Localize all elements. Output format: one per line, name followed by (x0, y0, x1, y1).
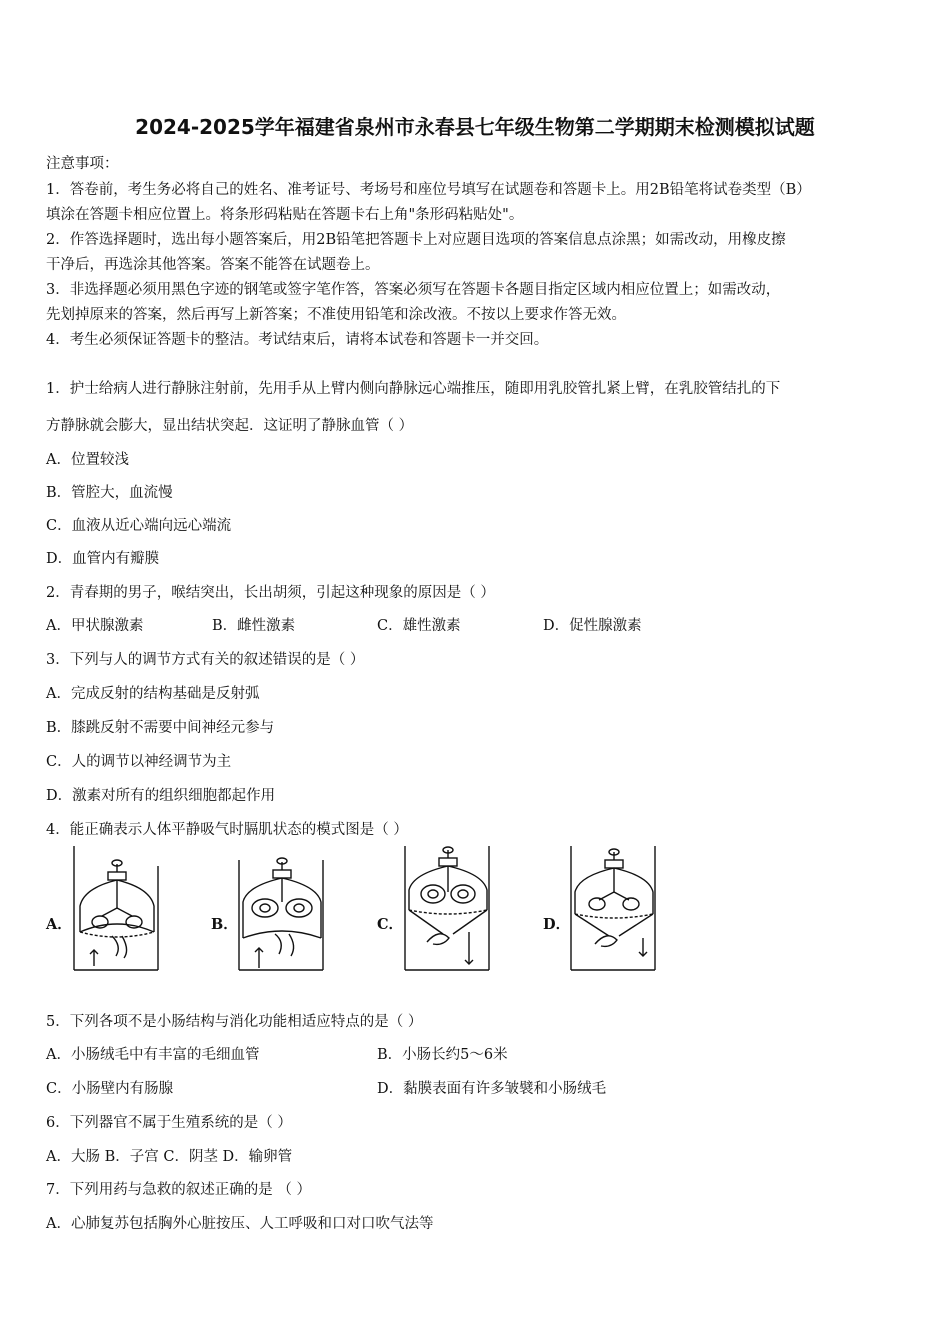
question-6-options: A．大肠 B．子宫 C．阴茎 D．输卵管 (46, 1149, 293, 1165)
notice-line: 3．非选择题必须用黑色字迹的钢笔或签字笔作答，答案必须写在答题卡各题目指定区域内相应位置上；如需改动， (46, 282, 781, 298)
question-6-stem: 6．下列器官不属于生殖系统的是（ ） (46, 1115, 292, 1131)
diaphragm-diagram-c (403, 846, 493, 972)
question-3-option-c: C．人的调节以神经调节为主 (46, 754, 232, 770)
notice-heading: 注意事项： (46, 156, 119, 172)
figure-label-b: B． (211, 916, 238, 933)
notice-line: 1．答卷前，考生务必将自己的姓名、准考证号、考场号和座位号填写在试题卷和答题卡上。用2B铅笔将试卷类型（B） (46, 182, 811, 198)
question-2-option-c: C．雄性激素 (377, 618, 461, 634)
question-7-option-a: A．心肺复苏包括胸外心脏按压、人工呼吸和口对口吹气法等 (46, 1216, 434, 1232)
diaphragm-diagram-d (569, 846, 659, 972)
figure-label-d: D． (543, 916, 571, 933)
question-5-option-c: C．小肠壁内有肠腺 (46, 1081, 174, 1097)
question-5-option-b: B．小肠长约5～6米 (377, 1047, 508, 1063)
question-2-option-b: B．雌性激素 (212, 618, 296, 634)
diaphragm-diagram-a (72, 846, 162, 972)
question-3-option-d: D．激素对所有的组织细胞都起作用 (46, 788, 276, 804)
question-2-stem: 2．青春期的男子，喉结突出，长出胡须，引起这种现象的原因是（ ） (46, 585, 495, 601)
question-3-option-b: B．膝跳反射不需要中间神经元参与 (46, 720, 275, 736)
question-1-stem-cont: 方静脉就会膨大，显出结状突起．这证明了静脉血管（ ） (46, 418, 414, 434)
notice-line: 2．作答选择题时，选出每小题答案后，用2B铅笔把答题卡上对应题目选项的答案信息点涂黑；如需改动，用橡皮擦 (46, 232, 786, 248)
question-1-stem: 1．护士给病人进行静脉注射前，先用手从上臂内侧向静脉远心端推压，随即用乳胶管扎紧上臂，在乳胶管结扎的下 (46, 381, 781, 397)
page-title: 2024-2025学年福建省泉州市永春县七年级生物第二学期期末检测模拟试题 (135, 115, 815, 139)
question-5-option-d: D．黏膜表面有许多皱襞和小肠绒毛 (377, 1081, 607, 1097)
question-5-option-a: A．小肠绒毛中有丰富的毛细血管 (46, 1047, 260, 1063)
notice-line: 填涂在答题卡相应位置上。将条形码粘贴在答题卡右上角"条形码粘贴处"。 (46, 207, 524, 223)
question-1-option-d: D．血管内有瓣膜 (46, 551, 160, 567)
notice-line: 干净后，再选涂其他答案。答案不能答在试题卷上。 (46, 257, 380, 273)
figure-label-c: C． (377, 916, 404, 933)
question-1-option-b: B．管腔大，血流慢 (46, 485, 173, 501)
question-4-stem: 4．能正确表示人体平静吸气时膈肌状态的模式图是（ ） (46, 822, 408, 838)
question-3-option-a: A．完成反射的结构基础是反射弧 (46, 686, 260, 702)
diaphragm-diagram-b (237, 846, 327, 972)
question-1-option-a: A．位置较浅 (46, 452, 129, 468)
notice-line: 4．考生必须保证答题卡的整洁。考试结束后，请将本试卷和答题卡一并交回。 (46, 332, 549, 348)
question-1-option-c: C．血液从近心端向远心端流 (46, 518, 232, 534)
question-7-stem: 7．下列用药与急救的叙述正确的是 （ ） (46, 1182, 311, 1198)
question-2-option-d: D．促性腺激素 (543, 618, 642, 634)
figure-label-a: A． (46, 916, 72, 933)
question-2-option-a: A．甲状腺激素 (46, 618, 144, 634)
notice-line: 先划掉原来的答案，然后再写上新答案；不准使用铅笔和涂改液。不按以上要求作答无效。 (46, 307, 626, 323)
question-3-stem: 3．下列与人的调节方式有关的叙述错误的是（ ） (46, 652, 365, 668)
question-5-stem: 5．下列各项不是小肠结构与消化功能相适应特点的是（ ） (46, 1014, 423, 1030)
